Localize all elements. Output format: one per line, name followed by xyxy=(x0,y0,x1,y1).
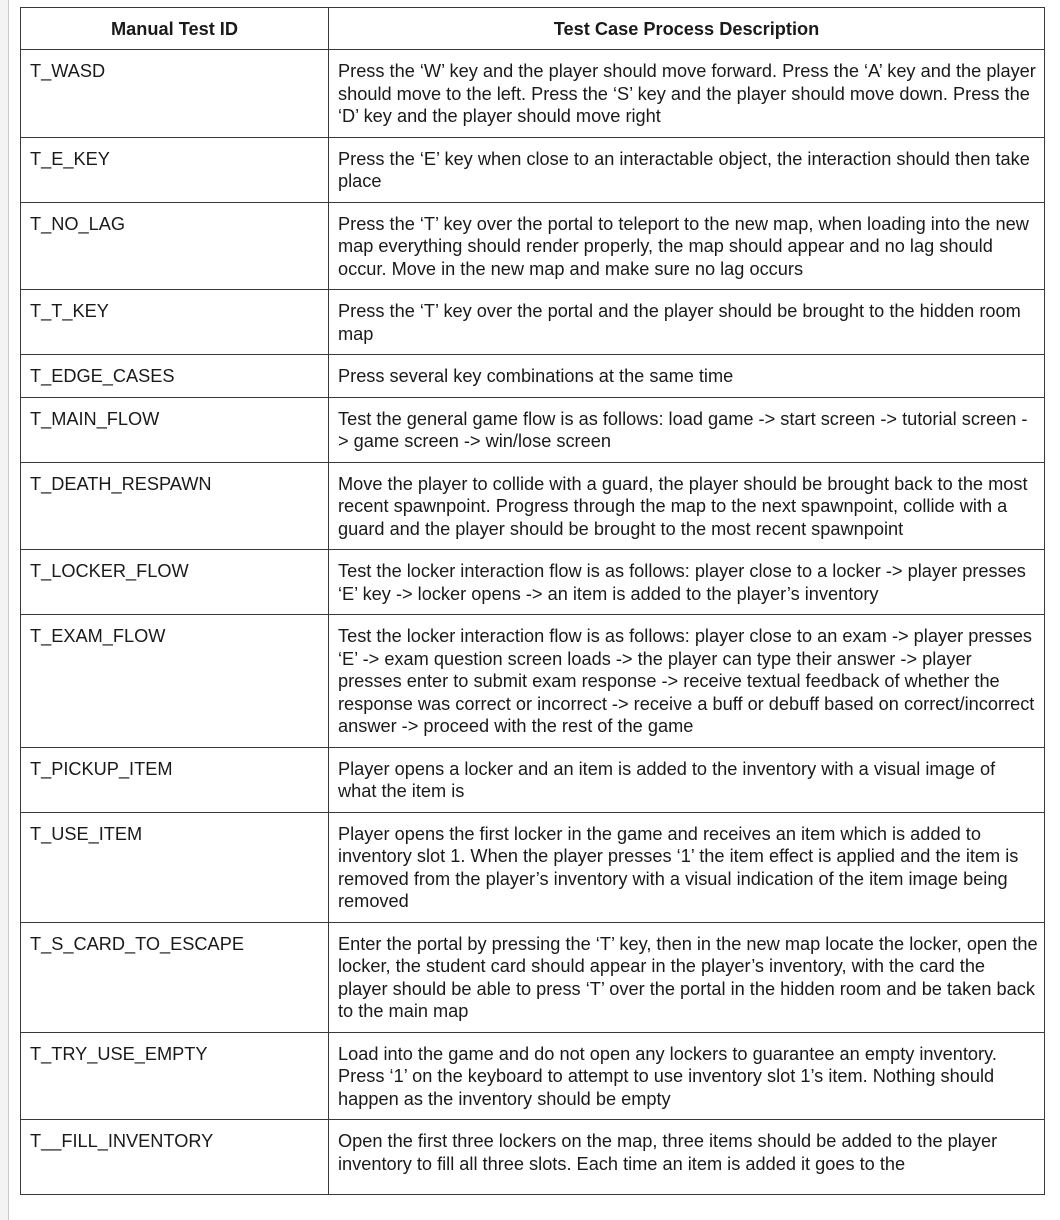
table-row xyxy=(21,1032,1045,1120)
table-row xyxy=(21,615,1045,748)
manual-test-table xyxy=(20,7,1045,1195)
test-id-cell: T_MAIN_FLOW xyxy=(21,397,329,462)
page-edge xyxy=(0,0,9,1220)
test-id-cell: T_LOCKER_FLOW xyxy=(21,550,329,615)
test-description-cell: Open the first three lockers on the map, three items should be added to the player inventory to fill all three slots. Each time an item is added it goes to the xyxy=(329,1120,1045,1195)
table-row xyxy=(21,550,1045,615)
test-id-cell: T__FILL_INVENTORY xyxy=(21,1120,329,1195)
table-row xyxy=(21,202,1045,290)
test-id-cell: T_TRY_USE_EMPTY xyxy=(21,1032,329,1120)
table-row xyxy=(21,747,1045,812)
test-description-cell: Player opens a locker and an item is added to the inventory with a visual image of what the item is xyxy=(329,747,1045,812)
header-test-case-description: Test Case Process Description xyxy=(329,8,1045,50)
test-id-cell: T_WASD xyxy=(21,50,329,138)
table-row xyxy=(21,462,1045,550)
test-description-cell: Press the ‘E’ key when close to an interactable object, the interaction should then take place xyxy=(329,137,1045,202)
table-header-row xyxy=(21,8,1045,50)
test-description-cell: Test the general game flow is as follows: load game -> start screen -> tutorial screen -> game screen -> win/lose screen xyxy=(329,397,1045,462)
test-id-cell: T_S_CARD_TO_ESCAPE xyxy=(21,922,329,1032)
table-row xyxy=(21,1120,1045,1195)
test-description-cell: Test the locker interaction flow is as follows: player close to a locker -> player presses ‘E’ key -> locker opens -> an item is added to the player’s inventory xyxy=(329,550,1045,615)
test-id-cell: T_T_KEY xyxy=(21,290,329,355)
test-id-cell: T_E_KEY xyxy=(21,137,329,202)
table-row xyxy=(21,397,1045,462)
table-row xyxy=(21,290,1045,355)
test-description-cell: Press the ‘T’ key over the portal and the player should be brought to the hidden room map xyxy=(329,290,1045,355)
test-id-cell: T_NO_LAG xyxy=(21,202,329,290)
test-description-cell: Move the player to collide with a guard, the player should be brought back to the most recent spawnpoint. Progress through the map to the next spawnpoint, collide with a guard and the player should be brought to the most recent spawnpoint xyxy=(329,462,1045,550)
table-row xyxy=(21,922,1045,1032)
test-id-cell: T_DEATH_RESPAWN xyxy=(21,462,329,550)
test-description-cell: Press several key combinations at the same time xyxy=(329,355,1045,398)
test-description-cell: Enter the portal by pressing the ‘T’ key, then in the new map locate the locker, open the locker, the student card should appear in the player’s inventory, with the card the player should be able to press ‘T’ over the portal in the hidden room and be taken back to the main map xyxy=(329,922,1045,1032)
table-row xyxy=(21,50,1045,138)
header-manual-test-id: Manual Test ID xyxy=(21,8,329,50)
test-description-cell: Player opens the first locker in the game and receives an item which is added to inventory slot 1. When the player presses ‘1’ the item effect is applied and the item is removed from the player’s inventory with a visual indication of the item image being removed xyxy=(329,812,1045,922)
test-description-cell: Load into the game and do not open any lockers to guarantee an empty inventory. Press ‘1’ on the keyboard to attempt to use inventory slot 1’s item. Nothing should happen as the inventory should be empty xyxy=(329,1032,1045,1120)
test-description-cell: Press the ‘W’ key and the player should move forward. Press the ‘A’ key and the player should move to the left. Press the ‘S’ key and the player should move down. Press the ‘D’ key and the player should move right xyxy=(329,50,1045,138)
test-description-cell: Press the ‘T’ key over the portal to teleport to the new map, when loading into the new map everything should render properly, the map should appear and no lag should occur. Move in the new map and make sure no lag occurs xyxy=(329,202,1045,290)
test-id-cell: T_USE_ITEM xyxy=(21,812,329,922)
test-description-cell: Test the locker interaction flow is as follows: player close to an exam -> player presses ‘E’ -> exam question screen loads -> the player can type their answer -> player presses enter to submit exam response -> receive textual feedback of whether the response was correct or incorrect -> receive a buff or debuff based on correct/incorrect answer -> proceed with the rest of the game xyxy=(329,615,1045,748)
table-row xyxy=(21,812,1045,922)
table-row xyxy=(21,137,1045,202)
table-row xyxy=(21,355,1045,398)
test-id-cell: T_PICKUP_ITEM xyxy=(21,747,329,812)
test-id-cell: T_EDGE_CASES xyxy=(21,355,329,398)
test-id-cell: T_EXAM_FLOW xyxy=(21,615,329,748)
